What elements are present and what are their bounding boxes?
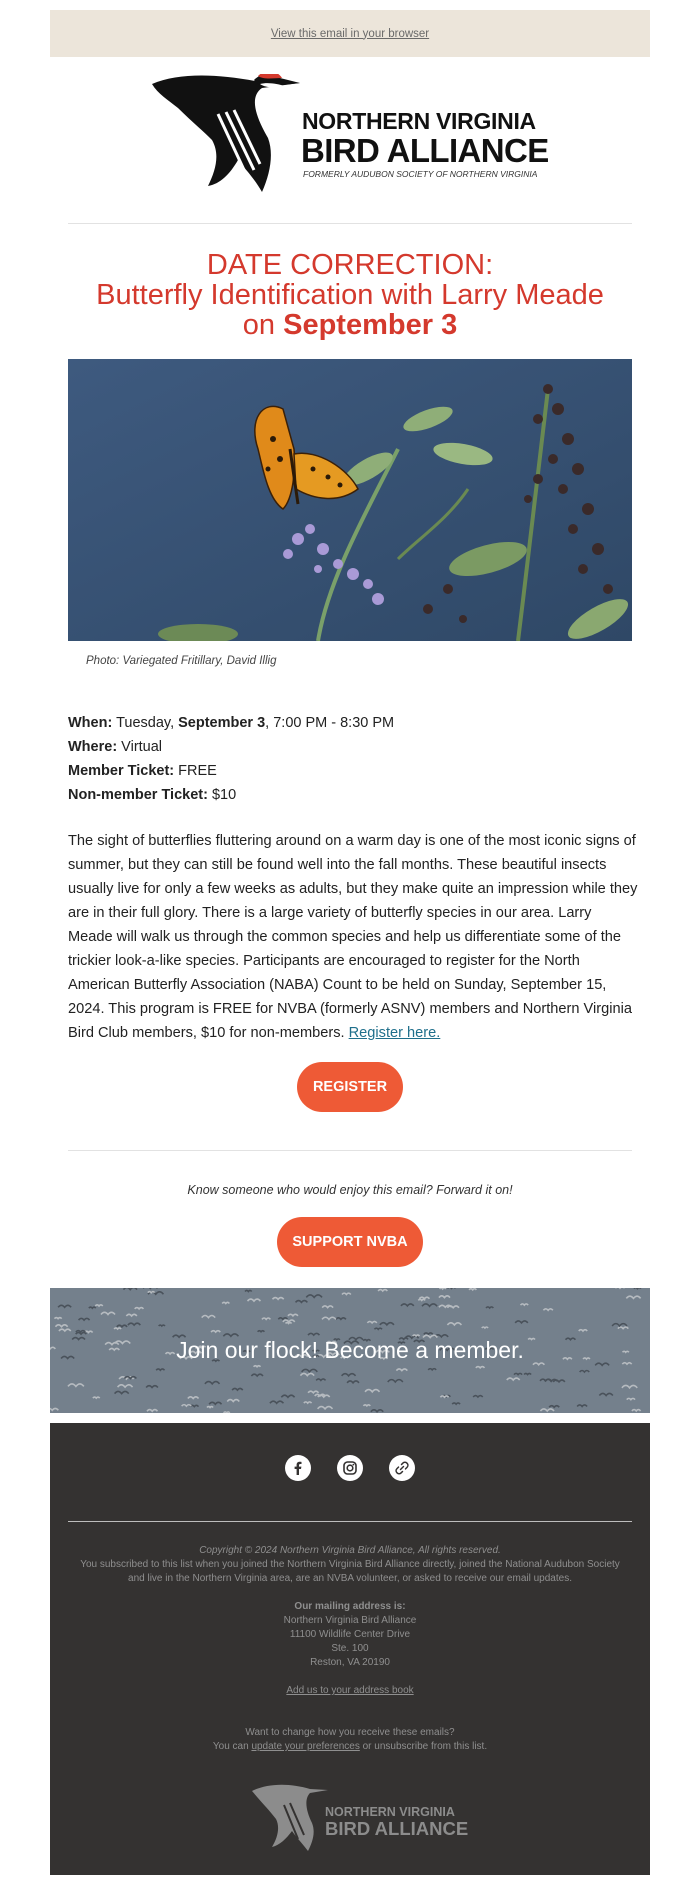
member-ticket-value: FREE — [174, 763, 217, 779]
logo-line3: FORMERLY AUDUBON SOCIETY OF NORTHERN VIRGINIA — [303, 169, 538, 179]
member-ticket-label: Member Ticket: — [68, 763, 175, 779]
subscribed-line1: You subscribed to this list when you joined the Northern Virginia Bird Alliance directly, joined the National Audubon Society — [80, 1559, 620, 1570]
headline — [60, 250, 640, 340]
update-preferences-link[interactable]: update your preferences — [251, 1741, 360, 1752]
address-line: Ste. 100 — [331, 1643, 369, 1654]
nvba-logo[interactable] — [150, 74, 550, 198]
preheader-bar — [50, 10, 650, 57]
you-can-text: You can — [212, 1741, 252, 1752]
nonmember-ticket-value: $10 — [207, 787, 237, 803]
headline-line3 — [60, 310, 640, 340]
forward-prompt: Know someone who would enjoy this email? Forward it on! — [187, 1183, 513, 1197]
support-nvba-button[interactable]: SUPPORT NVBA — [277, 1217, 423, 1267]
butterfly-photo — [68, 359, 632, 641]
description-text: The sight of butterflies fluttering around on a warm day is one of the most iconic signs of summer, but they can still be found well into the fall months. These beautiful insects usually live for only a few weeks as adults, but they make quite an impression while they are in their full glory. There is a large variety of butterfly species in our area. Larry Meade will walk us through the common species and help us differentiate some of the trickier look-a-like species. Participants are encouraged to register for the North American Butterfly Association (NABA) Count to be held on Sunday, September 15, 2024. This program is FREE for NVBA (formerly ASNV) members and Northern Virginia Bird Club members, $10 for non-members. — [68, 833, 638, 1041]
when-label: When: — [68, 715, 113, 731]
address-book-row — [50, 1684, 650, 1698]
divider — [68, 223, 632, 224]
where-row — [68, 735, 632, 759]
unsubscribe-text: or unsubscribe from this list. — [359, 1741, 488, 1752]
logo-line2: BIRD ALLIANCE — [301, 132, 549, 169]
event-description — [68, 829, 638, 1045]
where-label: Where: — [68, 739, 118, 755]
register-button[interactable]: REGISTER — [297, 1062, 403, 1112]
headline-line3-prefix: on — [242, 309, 284, 341]
headline-line1: DATE CORRECTION: — [206, 249, 494, 281]
event-details — [68, 711, 632, 807]
where-value: Virtual — [117, 739, 163, 755]
address-line: Northern Virginia Bird Alliance — [283, 1615, 417, 1626]
footer-logo[interactable] — [250, 1783, 469, 1853]
footer-logo-line1: NORTHERN VIRGINIA — [325, 1805, 455, 1819]
footer-logo-line2: BIRD ALLIANCE — [325, 1818, 469, 1839]
address-line: Reston, VA 20190 — [310, 1657, 390, 1668]
footer-divider — [68, 1521, 632, 1522]
link-glyph — [395, 1461, 409, 1475]
woodpecker-logo-icon — [150, 74, 310, 198]
add-to-address-book-link[interactable]: Add us to your address book — [286, 1685, 414, 1696]
facebook-icon[interactable] — [285, 1455, 311, 1481]
when-date: September 3 — [178, 715, 266, 731]
member-ticket-row — [68, 759, 632, 783]
divider — [68, 1150, 632, 1151]
change-prompt: Want to change how you receive these emails? — [245, 1727, 455, 1738]
nonmember-ticket-row — [68, 783, 632, 807]
headline-date: September 3 — [283, 309, 458, 341]
membership-banner[interactable] — [50, 1288, 650, 1413]
facebook-glyph — [292, 1461, 304, 1475]
when-row — [68, 711, 632, 735]
view-in-browser-link[interactable]: View this email in your browser — [270, 27, 430, 40]
subscribed-line2: and live in the Northern Virginia area, are an NVBA volunteer, or asked to receive our email updates. — [128, 1573, 572, 1584]
preferences-row — [50, 1740, 650, 1754]
nonmember-ticket-label: Non-member Ticket: — [68, 787, 208, 803]
when-time: , 7:00 PM - 8:30 PM — [265, 715, 395, 731]
membership-banner-text: Join our flock! Become a member. — [176, 1337, 524, 1363]
footer — [50, 1423, 650, 1875]
headline-line2: Butterfly Identification with Larry Meade — [96, 279, 604, 311]
address-line: 11100 Wildlife Center Drive — [289, 1629, 411, 1640]
logo-line1: NORTHERN VIRGINIA — [302, 108, 536, 134]
photo-caption: Photo: Variegated Fritillary, David Illig — [86, 655, 277, 667]
register-here-link[interactable]: Register here. — [348, 1025, 441, 1041]
footer-bird-logo-icon — [250, 1783, 330, 1853]
copyright-text: Copyright © 2024 Northern Virginia Bird Alliance, All rights reserved. — [199, 1545, 501, 1556]
hero-image — [68, 359, 632, 641]
instagram-icon[interactable] — [337, 1455, 363, 1481]
mailing-address-label: Our mailing address is: — [294, 1601, 406, 1612]
instagram-glyph — [343, 1461, 357, 1475]
link-icon[interactable] — [389, 1455, 415, 1481]
when-day: Tuesday, — [112, 715, 179, 731]
